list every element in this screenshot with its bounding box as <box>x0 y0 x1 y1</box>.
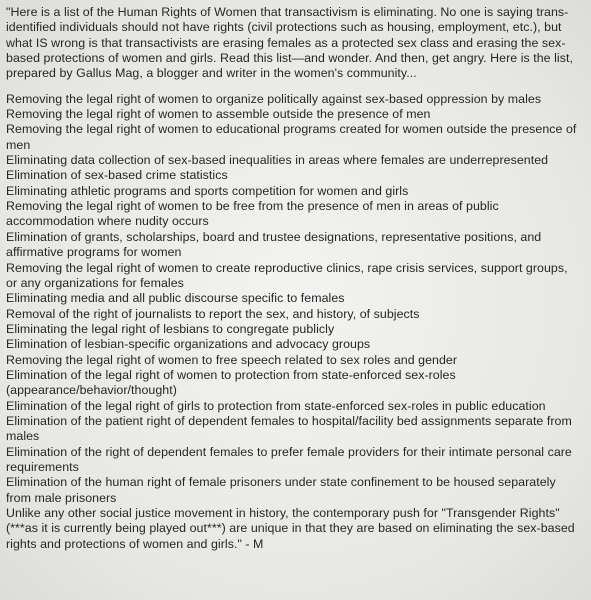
list-item: Elimination of the legal right of women to protection from state-enforced sex-roles (appearance/behavior/thought) <box>6 367 456 398</box>
list-item: Elimination of lesbian-specific organizations and advocacy groups <box>6 337 371 352</box>
list-item: Eliminating data collection of sex-based inequalities in areas where females are underrepresented <box>6 153 549 168</box>
post-intro-paragraph: "Here is a list of the Human Rights of Women that transactivism is eliminating. No one is saying trans-identified individuals should not have rights (civil protections such as housing, employment, etc.), but what IS wrong is that transactivists are erasing females as a protected sex class and erasing the sex-based protections of women and girls. Read this list—and wonder. And then, get angry. Here is the list, prepared by Gallus Mag, a blogger and writer in the women's community... <box>6 5 573 81</box>
list-item: Elimination of the legal right of girls to protection from state-enforced sex-roles in public education <box>6 398 546 413</box>
list-item: Removing the legal right of women to create reproductive clinics, rape crisis services, support groups, or any organizations for females <box>6 260 568 290</box>
list-item: Elimination of the human right of female prisoners under state confinement to be housed separately from male prisoners <box>6 475 556 505</box>
list-item: Elimination of sex-based crime statistics <box>6 168 228 183</box>
list-item: Eliminating media and all public discourse specific to females <box>6 291 345 306</box>
list-item: Removing the legal right of women to educational programs created for women outside the presence of men <box>6 122 577 152</box>
list-item: Elimination of grants, scholarships, board and trustee designations, representative positions, and affirmative programs for women <box>6 229 542 260</box>
list-item: Removal of the right of journalists to report the sex, and history, of subjects <box>6 306 420 321</box>
list-item: Eliminating the legal right of lesbians to congregate publicly <box>6 321 335 336</box>
list-item: Elimination of the patient right of dependent females to hospital/facility bed assignments separate from males <box>6 413 572 444</box>
list-item: Eliminating athletic programs and sports competition for women and girls <box>6 183 409 198</box>
list-item: Elimination of the right of dependent females to prefer female providers for their intimate personal care requirements <box>6 444 572 474</box>
list-item: Removing the legal right of women to be free from the presence of men in areas of public accommodation where nudity occurs <box>6 199 499 229</box>
list-item: Removing the legal right of women to assemble outside the presence of men <box>6 107 431 122</box>
list-item: Removing the legal right of women to organize politically against sex-based oppression by males <box>6 91 542 106</box>
rights-list <box>6 92 581 506</box>
list-item: Removing the legal right of women to free speech related to sex roles and gender <box>6 352 458 367</box>
closing-paragraph: Unlike any other social justice movement in history, the contemporary push for "Transgender Rights" (***as it is currently being played out***) are unique in that they are based on eliminating the sex-based rights and protections of women and girls." - M <box>6 506 575 551</box>
